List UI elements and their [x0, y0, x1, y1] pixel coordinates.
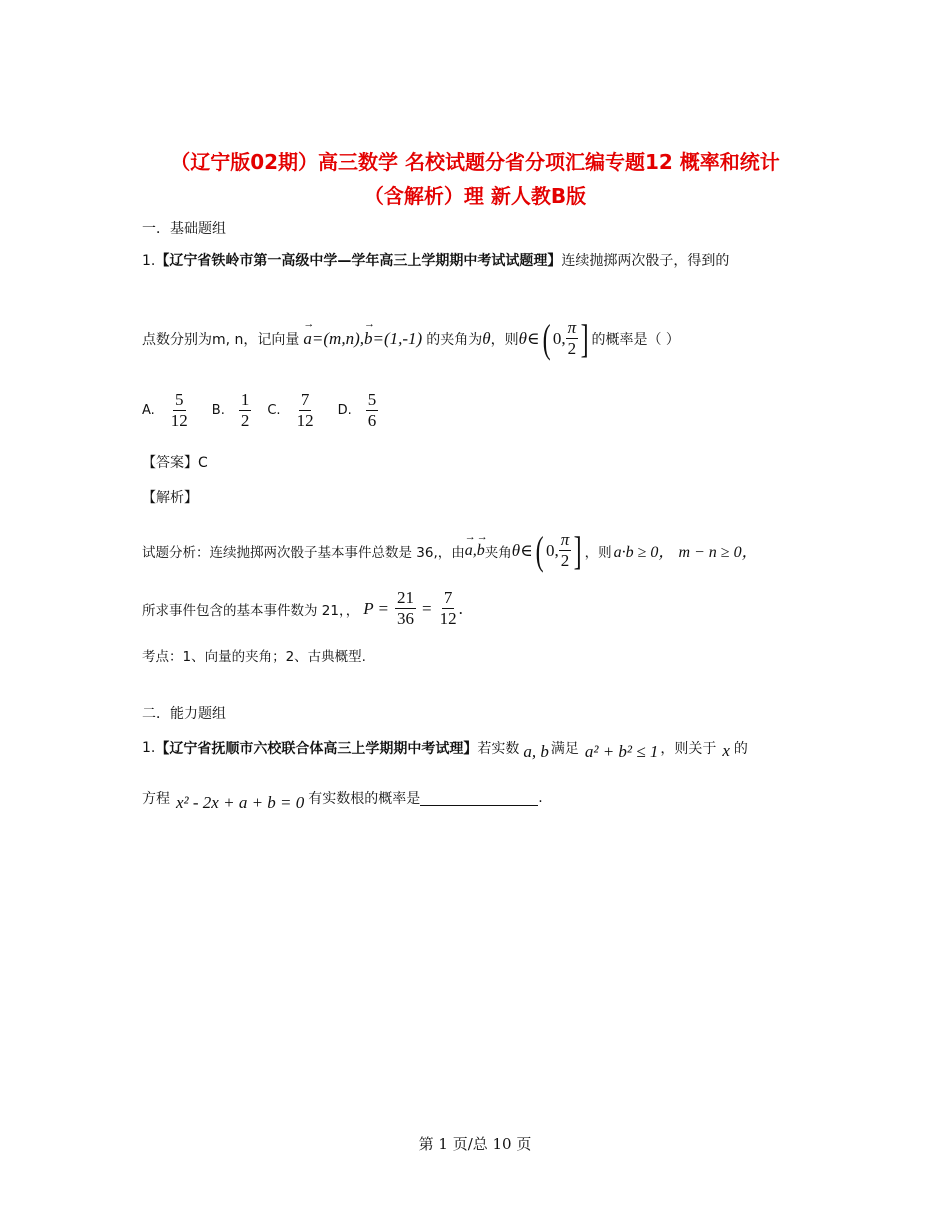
option-c-fraction: $\frac{7}{12}$	[296, 390, 314, 430]
option-c-label: C.	[267, 403, 281, 418]
analysis-angle-text: 夹角	[484, 544, 512, 561]
question-2-source: 【辽宁省抚顺市六校联合体高三上学期期中考试理】	[155, 741, 478, 757]
question-2-stem-d: 的	[733, 741, 748, 757]
document-title-line-2: （含解析）理 新人教B版	[363, 184, 587, 208]
right-bracket: ]	[580, 315, 589, 361]
document-title-line-1: （辽宁版02期）高三数学 名校试题分省分项汇编专题12 概率和统计	[170, 150, 780, 174]
option-a-fraction: $\frac{5}{12}$	[170, 390, 188, 430]
option-b-label: B.	[211, 403, 225, 418]
theta-in: θ∈	[518, 328, 540, 348]
equals-sign: =	[422, 598, 432, 618]
option-a-label: A.	[142, 403, 155, 418]
quadratic-equation: x² - 2x + a + b = 0	[176, 793, 305, 812]
option-d-label: D.	[337, 403, 352, 418]
analysis-right-bracket: ]	[573, 527, 582, 573]
question-1-line-2	[142, 315, 680, 361]
knowledge-points: 考点：1、向量的夹角；2、古典概型.	[142, 649, 366, 665]
pi-over-2: $\frac{\pi}{2}$	[567, 318, 577, 358]
question-stem-tail: 的概率是（ ）	[591, 331, 680, 348]
probability-fraction-1: $\frac{21}{36}$	[397, 588, 415, 628]
question-2-line-2-b: 有实数根的概率是	[308, 791, 421, 807]
then-text: ，则	[490, 331, 519, 348]
variables-ab: a, b	[523, 742, 549, 761]
analysis-vectors: → a,→ b	[465, 542, 485, 560]
answer-options	[142, 390, 378, 431]
analysis-then: ，则	[584, 544, 612, 561]
angle-text: 的夹角为	[426, 331, 483, 348]
question-number: 1.	[142, 253, 156, 269]
analysis-text-1: 试题分析：连续抛掷两次骰子基本事件总数是 36,，由	[142, 544, 465, 561]
analysis-interval-left: 0,	[546, 540, 559, 560]
question-2-number: 1.	[142, 740, 156, 756]
question-stem-line-1: 连续抛掷两次骰子，得到的	[561, 253, 730, 269]
question-2-stem-c: ，则关于	[660, 741, 717, 757]
period: .	[458, 598, 463, 618]
answer-blank[interactable]	[420, 791, 538, 806]
question-source: 【辽宁省铁岭市第一高级中学—学年高三上学期期中考试试题理】	[155, 253, 562, 269]
question-stem-line-2-prefix: 点数分别为m, n，记向量	[142, 331, 300, 348]
option-d-fraction: $\frac{5}{6}$	[367, 390, 377, 430]
answer-line	[142, 452, 208, 472]
analysis-label: 【解析】	[142, 490, 198, 506]
question-2-end: .	[538, 790, 543, 806]
question-2-line-2	[142, 783, 543, 813]
analysis-line-1	[142, 527, 758, 573]
variable-x: x	[722, 741, 730, 760]
question-2-line-2-a: 方程	[142, 791, 170, 807]
probability-symbol: P =	[363, 598, 390, 618]
section-heading-ability: 二．能力题组	[142, 706, 226, 722]
question-2-stem-a: 若实数	[477, 741, 520, 757]
page-footer: 第 1 页/总 10 页	[418, 1135, 532, 1153]
section-heading-basic: 一．基础题组	[142, 221, 226, 237]
analysis-text-2: 所求事件包含的基本事件数为 21，，	[142, 602, 360, 619]
analysis-dot-product: a·b ≥ 0，	[613, 544, 675, 561]
option-b-fraction: $\frac{1}{2}$	[240, 390, 250, 430]
interval-left: 0,	[552, 328, 566, 348]
analysis-m-minus-n: m − n ≥ 0，	[678, 544, 758, 561]
analysis-left-paren: (	[535, 527, 544, 573]
theta-symbol: θ	[482, 328, 491, 348]
answer-label: 【答案】	[142, 455, 198, 471]
question-2-line-1	[142, 734, 748, 762]
condition-inequality: a² + b² ≤ 1	[584, 742, 659, 761]
analysis-pi-over-2: $\frac{\pi}{2}$	[560, 530, 570, 570]
analysis-line-2	[142, 588, 463, 629]
analysis-theta-in: θ∈	[511, 540, 533, 560]
vector-a-expression: → a=(m,n),→ b=(1,-1)	[303, 329, 422, 349]
question-2-stem-b: 满足	[550, 741, 579, 757]
question-1-line-1	[142, 250, 729, 270]
left-paren: (	[542, 315, 551, 361]
answer-value: C	[198, 455, 208, 471]
probability-fraction-2: $\frac{7}{12}$	[439, 588, 457, 628]
